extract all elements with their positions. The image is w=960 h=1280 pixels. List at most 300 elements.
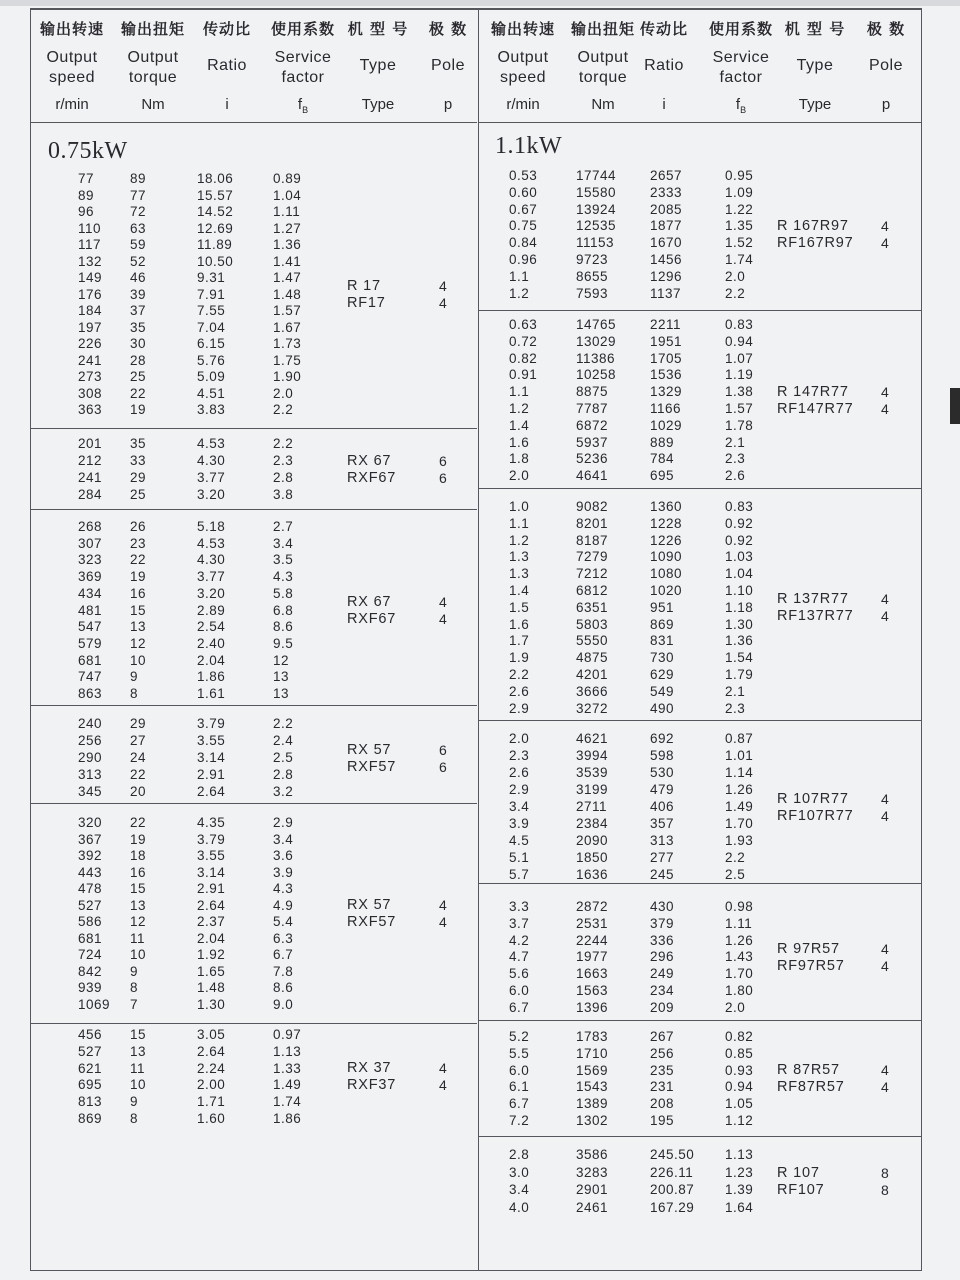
header-en-line: Output: [127, 49, 179, 66]
table-row: [479, 1063, 922, 1080]
table-row: [479, 252, 922, 269]
cell-output-speed: 1.1: [509, 384, 530, 400]
table-row: [31, 519, 477, 536]
cell-output-torque: 7: [130, 996, 139, 1012]
cell-output-speed: 1.6: [509, 616, 530, 632]
cell-service-factor: 1.43: [725, 949, 754, 965]
cell-output-speed: 77: [78, 171, 95, 186]
cell-output-torque: 2711: [576, 799, 608, 814]
cell-output-speed: 747: [78, 669, 103, 685]
cell-output-torque: 7212: [576, 566, 609, 582]
model-group: [31, 509, 477, 706]
cell-output-torque: 8201: [576, 515, 609, 531]
table-row: [31, 270, 477, 287]
cell-output-torque: 1850: [576, 850, 609, 865]
cell-output-speed: 2.9: [509, 782, 530, 797]
cell-ratio: 730: [650, 650, 675, 666]
header-type: [769, 8, 861, 122]
cell-ratio: 951: [650, 599, 675, 615]
table-row: [31, 188, 477, 205]
pole-value: 4: [439, 610, 447, 627]
table-row: [479, 1165, 922, 1182]
model-type-line: R 97R57: [777, 940, 840, 957]
cell-ratio: 889: [650, 434, 675, 450]
table-row: [479, 235, 922, 252]
table-row: [31, 964, 477, 981]
cell-service-factor: 4.9: [273, 897, 294, 913]
cell-service-factor: 1.35: [725, 218, 754, 234]
cell-output-speed: 240: [78, 716, 103, 731]
cell-output-torque: 3272: [576, 700, 609, 716]
cell-output-speed: 367: [78, 831, 103, 847]
cell-ratio: 1080: [650, 566, 683, 582]
model-group: [31, 803, 477, 1024]
header-cn-label: 输出转速: [39, 20, 104, 38]
table-row: [479, 533, 922, 550]
cell-output-speed: 273: [78, 369, 103, 384]
cell-service-factor: 2.7: [273, 519, 294, 534]
model-type-line: RF107R77: [777, 807, 854, 824]
cell-service-factor: 0.87: [725, 731, 754, 746]
cell-output-speed: 621: [78, 1060, 103, 1076]
cell-service-factor: 1.75: [273, 352, 302, 368]
cell-output-torque: 8: [130, 686, 139, 701]
table-row: [479, 667, 922, 684]
header-output-torque: [113, 8, 193, 122]
header-ratio: [629, 8, 699, 122]
header-pole: [851, 8, 921, 122]
header-en-line: Output: [577, 49, 629, 66]
cell-ratio: 1029: [650, 417, 683, 433]
cell-service-factor: 9.0: [273, 996, 294, 1012]
table-row: [479, 600, 922, 617]
table-row: [479, 816, 922, 833]
cell-service-factor: 6.3: [273, 930, 294, 946]
table-row: [479, 899, 922, 916]
pole-value: 4: [881, 1062, 889, 1079]
spec-sheet: [30, 8, 922, 1271]
cell-output-speed: 863: [78, 686, 103, 701]
cell-output-speed: 96: [78, 204, 95, 219]
cell-service-factor: 1.49: [725, 799, 754, 814]
cell-output-speed: 201: [78, 436, 103, 451]
cell-service-factor: 1.73: [273, 336, 302, 351]
cell-service-factor: 1.86: [273, 1111, 302, 1126]
cell-ratio: 2211: [650, 317, 682, 332]
cell-output-torque: 11153: [576, 235, 615, 251]
cell-ratio: 784: [650, 451, 675, 467]
cell-ratio: 5.18: [197, 519, 226, 534]
cell-service-factor: 1.48: [273, 286, 302, 302]
cell-output-torque: 10: [130, 947, 147, 962]
model-type: [777, 218, 854, 252]
unit-subscript: B: [302, 105, 309, 115]
cell-output-torque: 8655: [576, 268, 609, 284]
table-row: [479, 168, 922, 185]
cell-service-factor: 1.57: [273, 303, 302, 318]
table-row: [479, 367, 922, 384]
cell-output-torque: 13: [130, 897, 147, 913]
cell-output-torque: 10: [130, 1077, 147, 1093]
header-cn-label: 机 型 号: [784, 20, 846, 38]
model-type: [347, 1060, 396, 1094]
cell-output-speed: 4.2: [509, 932, 530, 948]
unit-text: Nm: [591, 96, 615, 113]
page-top-edge: [0, 0, 960, 6]
cell-output-speed: 478: [78, 881, 103, 896]
cell-service-factor: 1.19: [725, 367, 754, 383]
model-type-line: RF167R97: [777, 235, 854, 252]
cell-output-speed: 5.5: [509, 1045, 530, 1061]
cell-ratio: 598: [650, 748, 675, 763]
table-row: [479, 269, 922, 286]
table-row: [479, 1096, 922, 1113]
model-type: [777, 1165, 825, 1199]
cell-output-torque: 89: [130, 171, 147, 186]
cell-output-torque: 26: [130, 519, 147, 534]
cell-output-torque: 1543: [576, 1079, 609, 1095]
table-row: [479, 1079, 922, 1096]
cell-output-speed: 0.82: [509, 350, 538, 366]
header-unit: [113, 96, 193, 113]
cell-output-torque: 29: [130, 470, 147, 485]
cell-service-factor: 1.30: [725, 616, 754, 632]
cell-ratio: 1536: [650, 367, 683, 383]
table-row: [31, 453, 477, 470]
table-row: [479, 748, 922, 765]
pole-count: [881, 384, 889, 418]
cell-service-factor: 2.2: [725, 850, 746, 865]
cell-output-torque: 63: [130, 220, 147, 236]
cell-ratio: 12.69: [197, 220, 234, 236]
cell-service-factor: 2.0: [273, 385, 294, 401]
cell-ratio: 7.91: [197, 286, 226, 302]
table-row: [31, 733, 477, 750]
table-row: [479, 516, 922, 533]
cell-output-speed: 2.3: [509, 748, 530, 763]
cell-output-speed: 184: [78, 303, 103, 318]
pole-value: 4: [439, 277, 447, 294]
cell-output-torque: 1663: [576, 966, 609, 982]
table-row: [479, 351, 922, 368]
unit-text: r/min: [506, 96, 540, 113]
cell-service-factor: 0.85: [725, 1045, 754, 1061]
cell-ratio: 3.05: [197, 1027, 226, 1042]
model-type: [347, 897, 396, 931]
header-cn-label: 极 数: [428, 20, 468, 38]
model-type-line: RXF67: [347, 610, 397, 627]
cell-service-factor: 2.5: [725, 867, 746, 882]
pole-count: [881, 1062, 889, 1096]
cell-output-torque: 4641: [576, 468, 609, 484]
cell-output-speed: 681: [78, 652, 103, 668]
pole-count: [881, 591, 889, 625]
header-en-label: [629, 56, 699, 76]
table-row: [31, 353, 477, 370]
model-type-line: R 107R77: [777, 790, 849, 807]
cell-ratio: 195: [650, 1113, 675, 1128]
model-group: [479, 310, 922, 489]
cell-output-torque: 7787: [576, 401, 609, 416]
unit-text: Type: [798, 96, 832, 113]
cell-output-torque: 39: [130, 286, 147, 302]
cell-ratio: 1137: [650, 285, 682, 301]
pole-value: 6: [439, 758, 447, 775]
cell-output-speed: 392: [78, 848, 103, 863]
pole-value: 4: [439, 593, 447, 610]
table-row: [31, 336, 477, 353]
cell-output-speed: 6.0: [509, 983, 530, 998]
header-en-line: Pole: [868, 57, 904, 74]
cell-output-speed: 1.9: [509, 650, 530, 666]
cell-output-speed: 2.9: [509, 700, 530, 716]
cell-output-torque: 12: [130, 635, 147, 651]
header-unit: [629, 96, 699, 113]
cell-ratio: 1.92: [197, 947, 226, 962]
cell-ratio: 1.60: [197, 1111, 226, 1126]
cell-service-factor: 0.92: [725, 515, 754, 531]
pole-value: 4: [881, 401, 889, 417]
pole-value: 4: [439, 294, 447, 311]
cell-service-factor: 12: [273, 652, 290, 668]
pole-value: 4: [881, 940, 889, 957]
model-type: [777, 384, 854, 418]
cell-ratio: 1166: [650, 401, 682, 416]
header-unit: [256, 96, 350, 115]
cell-ratio: 479: [650, 782, 675, 797]
table-row: [31, 569, 477, 586]
cell-service-factor: 2.2: [273, 402, 294, 417]
header-en-line: speed: [48, 69, 96, 86]
cell-output-torque: 22: [130, 385, 147, 401]
header-en-label: [769, 56, 861, 76]
cell-output-speed: 313: [78, 767, 103, 782]
cell-service-factor: 4.3: [273, 881, 294, 896]
cell-service-factor: 1.41: [273, 253, 302, 269]
cell-ratio: 4.35: [197, 815, 226, 830]
unit-text: p: [443, 96, 453, 113]
model-type: [347, 278, 386, 312]
cell-ratio: 869: [650, 616, 675, 632]
cell-output-torque: 77: [130, 187, 147, 203]
cell-service-factor: 0.92: [725, 532, 754, 548]
pole-count: [439, 897, 447, 931]
cell-output-torque: 7593: [576, 285, 609, 301]
table-row: [479, 384, 922, 401]
cell-service-factor: 2.4: [273, 733, 294, 748]
table-row: [31, 221, 477, 238]
cell-service-factor: 1.11: [273, 204, 301, 219]
pole-value: 4: [439, 914, 447, 930]
table-row: [31, 686, 477, 703]
cell-ratio: 1329: [650, 384, 683, 400]
cell-service-factor: 7.8: [273, 963, 294, 979]
cell-service-factor: 1.54: [725, 650, 754, 666]
cell-ratio: 406: [650, 799, 675, 814]
cell-ratio: 4.53: [197, 436, 226, 451]
cell-output-speed: 1.7: [509, 633, 530, 649]
cell-service-factor: 2.2: [273, 436, 294, 451]
cell-ratio: 2657: [650, 168, 683, 183]
cell-ratio: 313: [650, 833, 675, 848]
cell-output-torque: 8: [130, 980, 139, 995]
cell-output-speed: 842: [78, 963, 103, 979]
cell-ratio: 245: [650, 867, 675, 882]
cell-output-speed: 1.1: [509, 515, 530, 531]
cell-output-torque: 72: [130, 204, 147, 219]
header-en-line: factor: [281, 69, 325, 86]
cell-output-torque: 11386: [576, 350, 616, 366]
table-row: [31, 1027, 477, 1044]
cell-service-factor: 0.95: [725, 168, 754, 183]
unit-text: r/min: [55, 96, 89, 113]
table-row: [479, 916, 922, 933]
header-cn-label: 传动比: [202, 20, 251, 38]
unit-text: Nm: [141, 96, 165, 113]
cell-service-factor: 3.2: [273, 784, 294, 799]
cell-output-speed: 0.75: [509, 218, 538, 234]
table-row: [31, 881, 477, 898]
cell-ratio: 692: [650, 731, 675, 746]
pole-value: 4: [881, 790, 889, 807]
cell-output-torque: 6872: [576, 417, 609, 433]
model-type-line: RF147R77: [777, 401, 854, 417]
cell-output-speed: 0.60: [509, 184, 538, 200]
model-type-line: R 17: [347, 277, 381, 294]
table-row: [479, 549, 922, 566]
cell-output-speed: 149: [78, 270, 103, 285]
header-cn-label: 极 数: [866, 20, 906, 38]
header-cn-label: 使用系数: [708, 20, 773, 38]
cell-ratio: 14.52: [197, 204, 234, 219]
cell-output-speed: 3.4: [509, 1182, 530, 1197]
cell-ratio: 1226: [650, 532, 683, 548]
cell-service-factor: 1.01: [725, 748, 754, 763]
table-row: [479, 701, 922, 718]
table-row: [31, 931, 477, 948]
table-row: [479, 617, 922, 634]
table-row: [479, 468, 922, 485]
cell-output-torque: 25: [130, 487, 147, 502]
table-row: [31, 653, 477, 670]
model-type-line: R 107: [777, 1165, 820, 1181]
unit-text: i: [225, 96, 229, 113]
cell-output-torque: 3539: [576, 765, 609, 780]
cell-output-torque: 59: [130, 237, 147, 252]
cell-service-factor: 1.26: [725, 932, 754, 948]
cell-ratio: 1.48: [197, 980, 226, 995]
cell-service-factor: 1.11: [725, 915, 753, 931]
cell-ratio: 277: [650, 850, 675, 865]
cell-output-torque: 29: [130, 716, 147, 731]
table-row: [31, 980, 477, 997]
model-type-line: RF87R57: [777, 1079, 845, 1096]
cell-output-torque: 4621: [576, 731, 609, 746]
cell-output-torque: 10258: [576, 367, 617, 383]
header-en-line: Service: [274, 49, 332, 66]
header-en-line: factor: [719, 69, 763, 86]
header-ratio: [193, 8, 261, 122]
cell-output-speed: 1.2: [509, 285, 530, 301]
cell-service-factor: 1.14: [725, 765, 754, 780]
table-row: [31, 320, 477, 337]
unit-text: f: [297, 96, 303, 113]
model-type: [777, 791, 854, 825]
cell-service-factor: 1.13: [273, 1043, 302, 1059]
table-row: [479, 833, 922, 850]
model-group: [479, 720, 922, 884]
cell-output-torque: 9082: [576, 499, 609, 514]
cell-ratio: 1.61: [197, 686, 226, 701]
pole-value: 4: [881, 1079, 889, 1096]
cell-service-factor: 3.8: [273, 487, 294, 502]
table-row: [31, 536, 477, 553]
cell-output-speed: 1.3: [509, 549, 530, 565]
table-row: [479, 1113, 922, 1130]
cell-output-speed: 869: [78, 1111, 103, 1126]
cell-output-torque: 1977: [576, 949, 609, 965]
cell-output-torque: 5803: [576, 616, 609, 632]
cell-ratio: 2.00: [197, 1077, 226, 1093]
cell-output-speed: 1.2: [509, 401, 530, 416]
cell-ratio: 3.83: [197, 402, 226, 417]
cell-service-factor: 2.1: [725, 683, 746, 699]
cell-ratio: 4.53: [197, 535, 226, 551]
cell-output-speed: 6.0: [509, 1062, 530, 1078]
cell-service-factor: 2.2: [725, 285, 746, 301]
table-row: [31, 815, 477, 832]
cell-ratio: 1228: [650, 515, 683, 531]
cell-ratio: 1705: [650, 350, 683, 366]
model-type-line: RX 67: [347, 593, 392, 610]
table-row: [479, 633, 922, 650]
cell-service-factor: 2.8: [273, 470, 294, 485]
cell-service-factor: 1.36: [273, 237, 302, 252]
pole-value: 4: [881, 235, 889, 252]
table-row: [31, 865, 477, 882]
header-cn-label: 机 型 号: [347, 20, 409, 38]
cell-output-torque: 37: [130, 303, 147, 318]
cell-output-torque: 9: [130, 669, 139, 685]
cell-ratio: 267: [650, 1029, 675, 1044]
cell-output-speed: 579: [78, 635, 103, 651]
cell-output-torque: 2901: [576, 1182, 609, 1197]
cell-service-factor: 1.80: [725, 983, 754, 998]
header-en-line: Service: [712, 49, 770, 66]
cell-service-factor: 1.74: [273, 1094, 302, 1110]
table-row: [479, 218, 922, 235]
cell-output-torque: 2244: [576, 932, 609, 948]
cell-output-torque: 8: [130, 1111, 139, 1126]
power-rating: 1.1kW: [495, 133, 563, 159]
header-service-factor: [256, 8, 350, 122]
cell-ratio: 1020: [650, 583, 683, 598]
cell-output-speed: 1069: [78, 996, 111, 1012]
table-row: [479, 966, 922, 983]
cell-ratio: 549: [650, 683, 675, 699]
cell-ratio: 3.79: [197, 831, 226, 847]
cell-output-speed: 5.7: [509, 867, 530, 882]
table-row: [31, 767, 477, 784]
table-row: [31, 784, 477, 801]
cell-output-torque: 1302: [576, 1113, 609, 1128]
cell-ratio: 530: [650, 765, 675, 780]
cell-output-torque: 15580: [576, 184, 617, 200]
model-type-line: RXF67: [347, 470, 397, 486]
table-row: [31, 237, 477, 254]
cell-ratio: 4.51: [197, 385, 226, 401]
cell-output-speed: 0.96: [509, 252, 538, 267]
